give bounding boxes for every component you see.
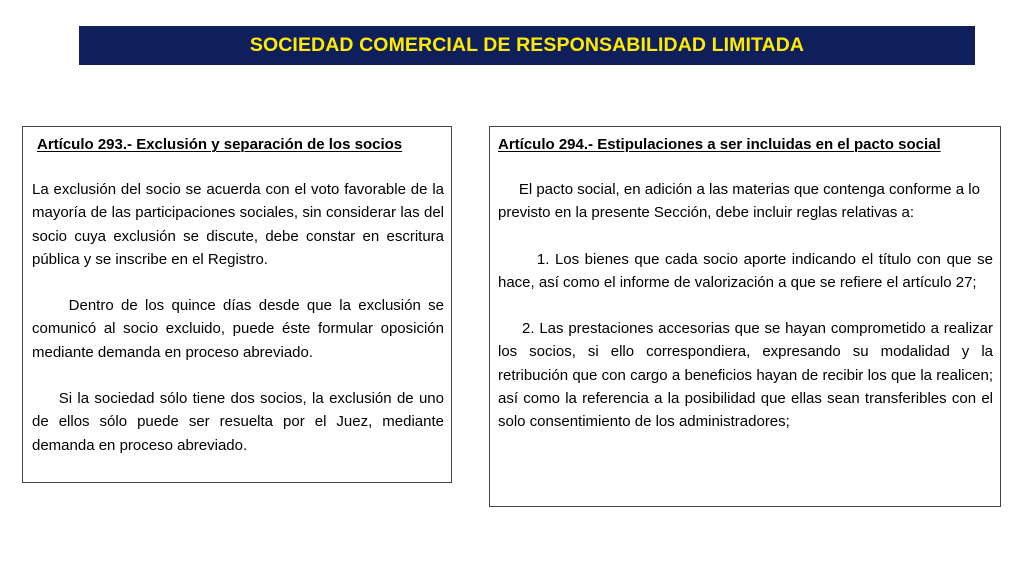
title-bar xyxy=(79,26,975,65)
article-294-box xyxy=(489,126,1001,507)
article-293-box xyxy=(22,126,452,483)
article-293-paragraph-1: La exclusión del socio se acuerda con el voto favorable de la mayoría de las participaciones sociales, sin considerar las del socio cuya exclusión se discute, debe constar en escritura pública y se inscribe en el Registro. xyxy=(32,181,444,268)
article-294-paragraph-3: 2. Las prestaciones accesorias que se hayan comprometido a realizar los socios, si ello correspondiera, expresando su modalidad y la retribución que con cargo a beneficios hayan de recibir los que la realicen; así como la referencia a la posibilidad que ellas sean transferibles con el solo consentimiento de los administradores; xyxy=(498,320,993,431)
article-294-paragraph-2: 1. Los bienes que cada socio aporte indicando el título con que se hace, así como el informe de valorización a que se refiere el artículo 27; xyxy=(498,250,993,291)
article-294-heading: Artículo 294.- Estipulaciones a ser incluidas en el pacto social xyxy=(498,136,941,153)
article-293-paragraph-2: Dentro de los quince días desde que la exclusión se comunicó al socio excluido, puede éste formular oposición mediante demanda en proceso abreviado. xyxy=(32,297,444,361)
article-293-heading: Artículo 293.- Exclusión y separación de los socios xyxy=(37,136,403,153)
article-293-paragraph-3: Si la sociedad sólo tiene dos socios, la exclusión de uno de ellos sólo puede ser resuelta por el Juez, mediante demanda en proceso abreviado. xyxy=(32,390,444,454)
slide-title: SOCIEDAD COMERCIAL DE RESPONSABILIDAD LIMITADA xyxy=(249,34,805,56)
article-294-paragraph-1: El pacto social, en adición a las materias que contenga conforme a lo previsto en la presente Sección, debe incluir reglas relativas a: xyxy=(498,181,980,222)
